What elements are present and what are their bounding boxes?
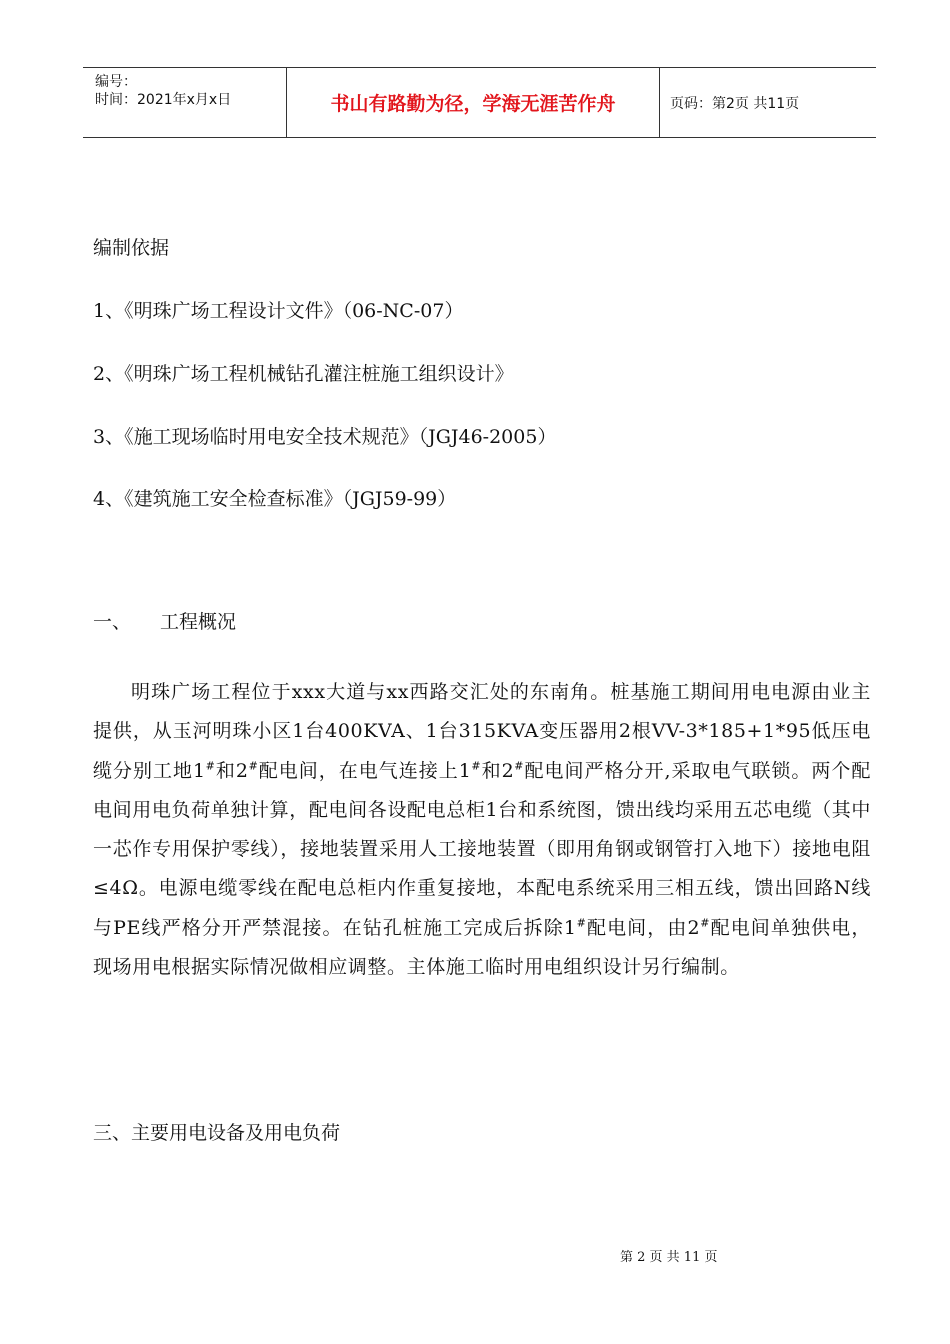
superscript-mark: # xyxy=(700,916,711,930)
superscript-mark: # xyxy=(576,916,587,930)
superscript-mark: # xyxy=(471,759,482,773)
paragraph-text: 配电间，在电气连接上1 xyxy=(258,759,472,782)
basis-item-3: 3、《施工现场临时用电安全技术规范》（JGJ46-2005） xyxy=(93,426,557,448)
superscript-mark: # xyxy=(514,759,525,773)
header-motto-cell xyxy=(287,68,660,137)
basis-item-4: 4、《建筑施工安全检查标准》（JGJ59-99） xyxy=(93,488,457,510)
basis-item-2: 2、《明珠广场工程机械钻孔灌注桩施工组织设计》 xyxy=(93,363,514,385)
header-meta-cell xyxy=(83,68,287,137)
paragraph-text: 和2 xyxy=(481,759,515,782)
paragraph-text: 配电间单独供电，现场用电根据实际情况做相应调整。主体施工临时用电组织设计另行编制。 xyxy=(93,916,871,979)
superscript-mark: # xyxy=(205,759,216,773)
section1-title: 工程概况 xyxy=(160,611,237,633)
basis-title: 编制依据 xyxy=(93,237,170,259)
paragraph-text: 明珠广场工程位于xxx大道与xx西路交汇处的东南角。桩基施工期间用电电源由业主提供，从玉河明珠小区1台400KVA、1台315KVA变压器用2根VV-3*185+1*95低压电缆分别工地1 xyxy=(93,681,871,782)
header-page-code: 页码：第2页 共11页 xyxy=(670,96,800,112)
page-header xyxy=(83,67,876,138)
page-footer: 第 2 页 共 11 页 xyxy=(620,1250,718,1265)
document-number-label: 编号： xyxy=(95,74,137,90)
header-motto: 书山有路勤为径，学海无涯苦作舟 xyxy=(330,93,616,115)
header-page-cell xyxy=(660,68,876,137)
section1-number: 一、 xyxy=(93,611,132,633)
document-date: 时间：2021年x月x日 xyxy=(95,92,232,108)
paragraph-text: 配电间严格分开,采取电气联锁。两个配电间用电负荷单独计算，配电间各设配电总柜1台和系统图，馈出线均采用五芯电缆（其中一芯作专用保护零线），接地装置采用人工接地装置（即用角钢或钢管打入地下）接地电阻≤4Ω。电源电缆零线在配电总柜内作重复接地，本配电系统采用三相五线，馈出回路N线与PE线严格分开严禁混接。在钻孔桩施工完成后拆除1 xyxy=(93,759,871,939)
project-overview-paragraph xyxy=(93,673,871,987)
paragraph-text: 和2 xyxy=(215,759,249,782)
paragraph-text: 配电间，由2 xyxy=(586,916,701,939)
section3-title: 三、主要用电设备及用电负荷 xyxy=(93,1122,341,1144)
superscript-mark: # xyxy=(248,759,259,773)
basis-item-1: 1、《明珠广场工程设计文件》（06-NC-07） xyxy=(93,300,464,322)
